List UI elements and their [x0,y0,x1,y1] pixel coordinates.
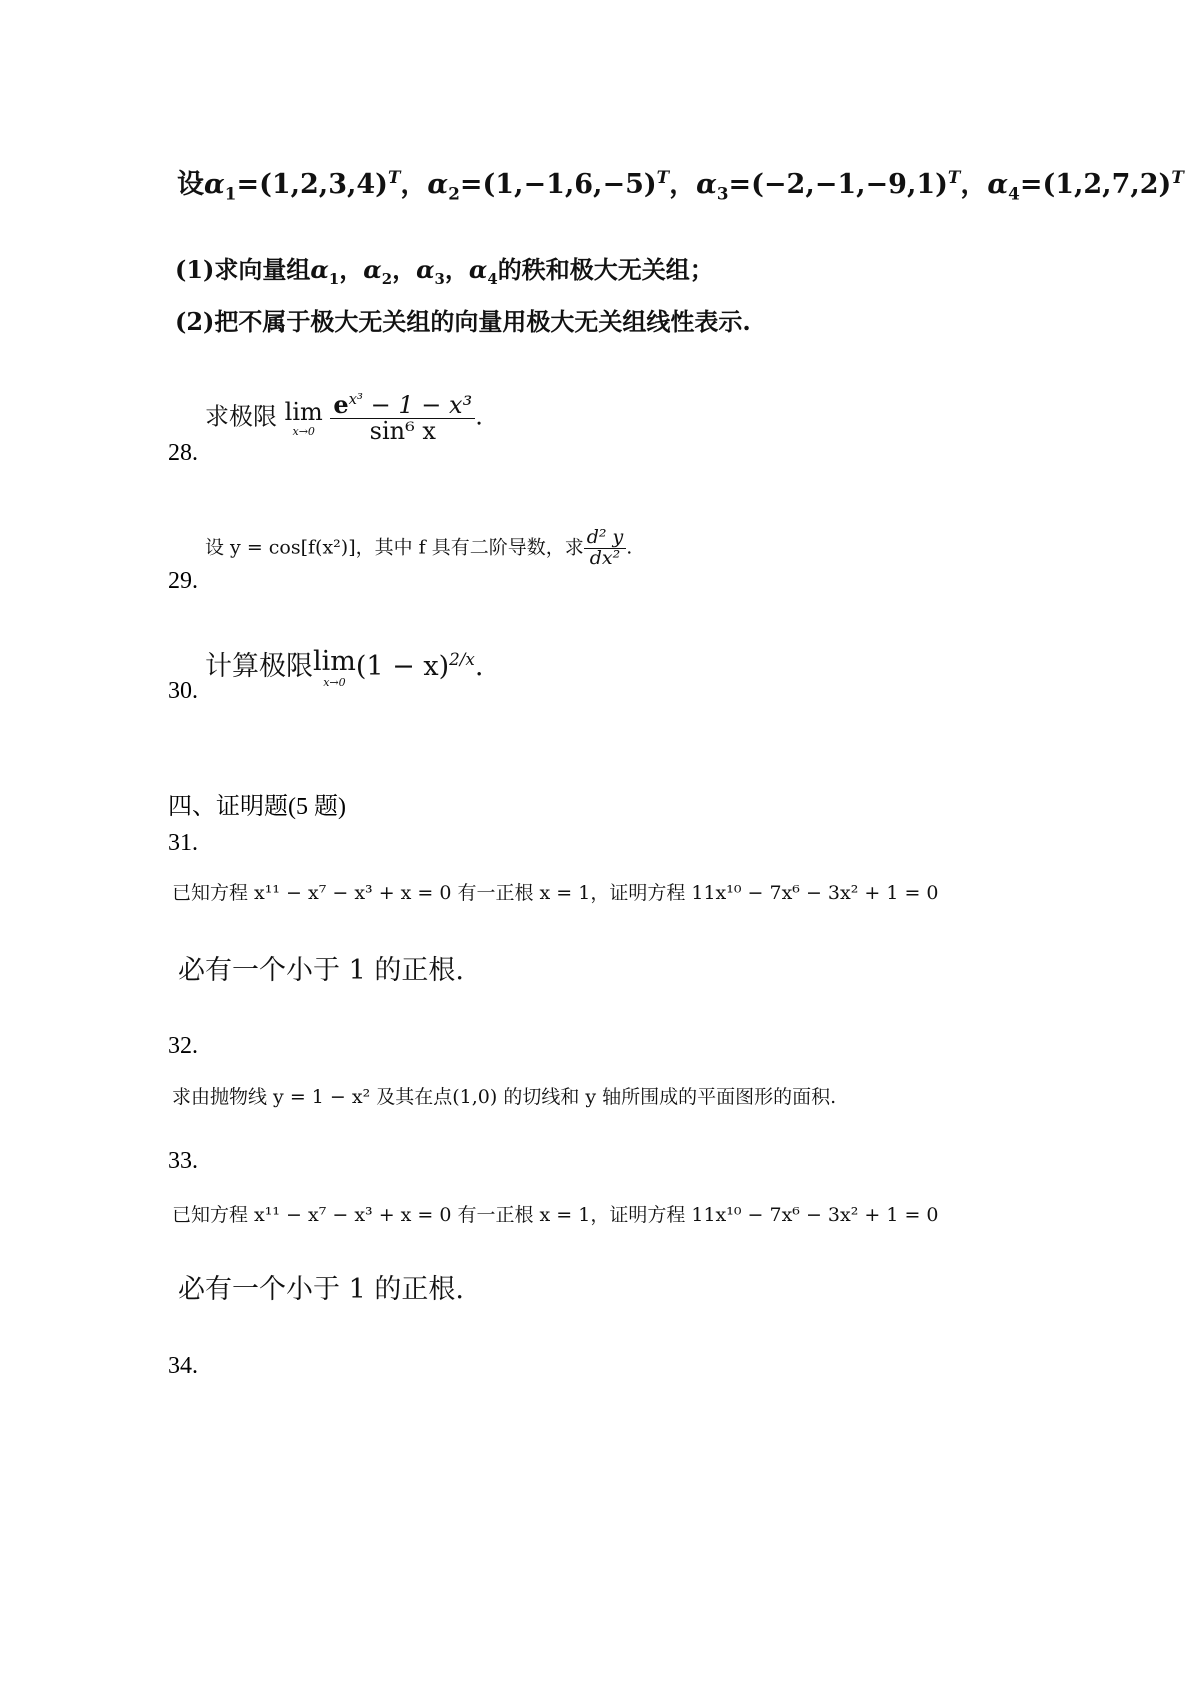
q28-number: 28. [168,440,198,466]
q33-line2: 必有一个小于 1 的正根. [178,1274,464,1305]
alpha3-value: (−2,−1,−9,1) [751,169,948,200]
part2-question: (2)把不属于极大无关组的向量用极大无关组线性表示. [175,307,751,336]
q33-number: 33. [168,1148,198,1174]
alpha1-value: (1,2,3,4) [259,169,388,200]
q32-line1: 求由抛物线 y = 1 − x² 及其在点(1,0) 的切线和 y 轴所围成的平面图形的面积. [172,1086,837,1108]
q30-number: 30. [168,678,198,704]
q28-expression: 求极限 lim x→0 $\frac{e^{x^3} - 1 - x^3}{\text{sin⁶ x}}$ . [205,390,483,446]
alpha4-value: (1,2,7,2) [1042,169,1172,200]
q30-expression: 计算极限 lim x→0 $(1 - x)^{2/x}$. [205,645,484,689]
q31-line2: 必有一个小于 1 的正根. [178,955,464,986]
q32-number: 32. [168,1033,198,1059]
q29-fraction: $\frac{\text{d² y}}{\text{dx²}}$ [584,528,627,569]
q33-line1: 已知方程 x¹¹ − x⁷ − x³ + x = 0 有一正根 x = 1，证明方程 11x¹⁰ − 7x⁶ − 3x² + 1 = 0 [172,1204,939,1226]
q29-number: 29. [168,568,198,594]
q31-number: 31. [168,830,198,856]
alpha2-value: (1,−1,6,−5) [482,169,657,200]
section-heading: 四、证明题(5 题) [168,794,346,820]
limit-operator: lim x→0 [284,397,323,438]
part1-question: (1)求向量组$\alpha_1$，$\alpha_2$，$\alpha_3$，$\alpha_4$的秩和极大无关组； [175,255,714,288]
q34-number: 34. [168,1353,198,1379]
vectors-line: 设$\alpha_1=(1,2,3,4)^T$，$\alpha_2=(1,-1,6,-5)^T$，$\alpha_3=(-2,-1,-9,1)^T$，$\alpha_4=(1,2,7,2)^T$ [177,167,1184,204]
q28-fraction: $\frac{e^{x^3} - 1 - x^3}{\text{sin⁶ x}}$ [330,392,475,444]
q29-expression: 设 y = cos[f(x²)]，其中 f 具有二阶导数，求 $\frac{\text{d² y}}{\text{dx²}}$ . [205,526,633,569]
limit-operator: lim x→0 [313,645,356,689]
q31-line1: 已知方程 x¹¹ − x⁷ − x³ + x = 0 有一正根 x = 1，证明方程 11x¹⁰ − 7x⁶ − 3x² + 1 = 0 [172,882,939,904]
vectors-intro: 设 [177,169,204,200]
